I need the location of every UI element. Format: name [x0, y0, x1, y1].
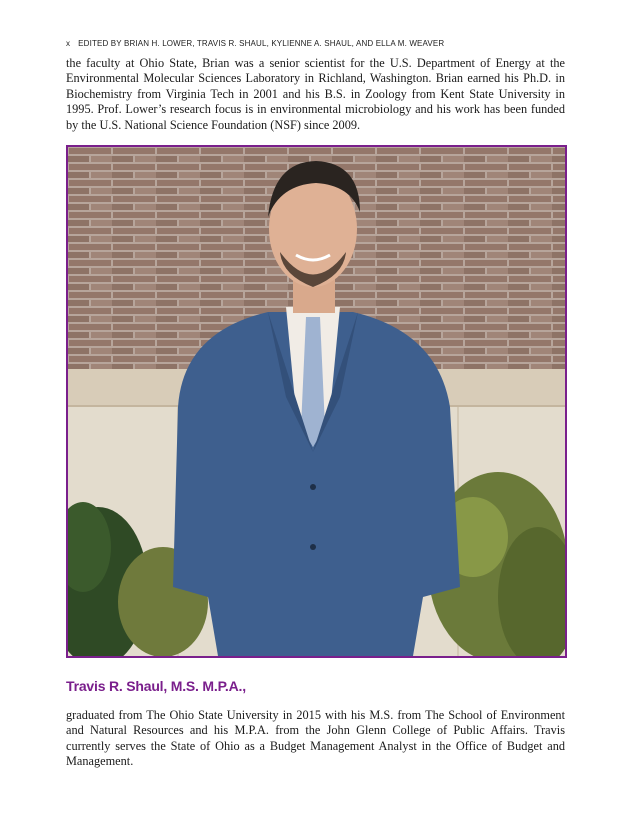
running-head: [66, 39, 566, 48]
page-number: x: [66, 39, 71, 48]
person-name-heading: Travis R. Shaul, M.S. M.P.A.,: [66, 678, 246, 694]
bio-paragraph: graduated from The Ohio State University in 2015 with his M.S. from The School of Environment and Natural Resources and his M.P.A. from the John Glenn College of Public Affairs. Travis currently serves the State of Ohio as a Budget Management Analyst in the Office of Budget and Management.: [66, 708, 565, 769]
intro-paragraph: the faculty at Ohio State, Brian was a senior scientist for the U.S. Department of Energy at the Environmental Molecular Sciences Laboratory in Richland, Washington. Brian earned his Ph.D. in Biochemistry from Virginia Tech in 2001 and his B.S. in Zoology from Kent State University in 1995. Prof. Lower’s research focus is in environmental microbiology and his work has been funded by the U.S. National Science Foundation (NSF) since 2009.: [66, 56, 565, 132]
portrait-photo: [66, 145, 567, 658]
running-head-editors: EDITED BY BRIAN H. LOWER, TRAVIS R. SHAUL, KYLIENNE A. SHAUL, AND ELLA M. WEAVER: [78, 39, 445, 48]
